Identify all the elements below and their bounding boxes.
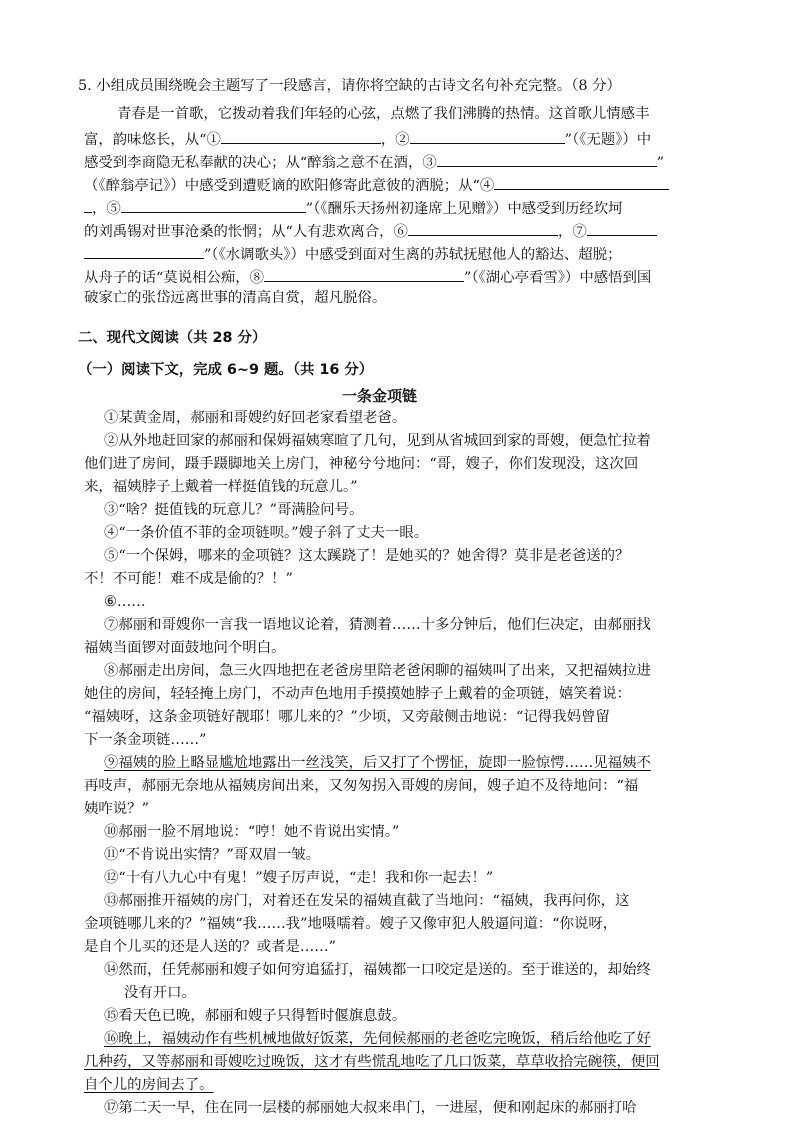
para-13-line-2: 金项链哪儿来的？”福姨“我……我”地嗫嚅着。嫂子又像审犯人般逼问道：“你说呀， [84, 916, 618, 932]
para-16-line-2 [84, 1052, 660, 1072]
blank-7-tail[interactable] [84, 242, 204, 259]
para-7-line-2: 福姨当面锣对面鼓地问个明白。 [84, 640, 286, 656]
q5-line-2 [84, 127, 651, 150]
para-10: ⑩郝丽一脸不屑地说：“哼！她不肯说出实情。” [104, 824, 400, 840]
para-13-line-1: ⑬郝丽推开福姨的房门，对着还在发呆的福姨直截了当地问：“福姨，我再问你，这 [104, 893, 630, 909]
section-heading: 二、现代文阅读（共 28 分） [78, 330, 267, 346]
para-2-line-1: ②从外地赶回家的郝丽和保姆福姨寒暄了几句，见到从省城回到家的哥嫂，便急忙拉着 [104, 433, 651, 449]
para-9-line-3: 姨咋说？” [84, 801, 149, 817]
para-3: ③“啥？挺值钱的玩意儿？”哥满脸问号。 [104, 502, 364, 518]
para-8-line-3: “福姨呀，这条金项链好靓耶！哪儿来的？”少顷，又旁敲侧击地说：“记得我妈曾留 [84, 709, 610, 725]
q5-line-4 [84, 173, 669, 196]
para-14-line-1: ⑭然而，任凭郝丽和嫂子如何穷追猛打，福姨都一口咬定是送的。至于谁送的，却始终 [104, 962, 651, 978]
para-6: ⑥…… [104, 594, 146, 610]
q5-line-7 [84, 242, 621, 265]
q5-line-5-text-b: ”（《酬乐天扬州初逢席上见赠》）中感受到历经坎坷 [305, 201, 623, 217]
q5-line-7-text-a: ”（《水调歌头》）中感受到面对生离的苏轼抚慰他人的豁达、超脱； [204, 247, 622, 263]
para-15: ⑮看天色已晚，郝丽和嫂子只得暂时偃旗息鼓。 [104, 1008, 407, 1024]
q5-line-2-text-c: ”（《无题》）中 [564, 132, 652, 148]
q5-line-2-text-a: 富，韵味悠长，从“① [84, 132, 221, 148]
q5-line-6 [84, 219, 657, 242]
para-8-line-4: 下一条金项链……” [84, 732, 207, 748]
para-9-line-2: 再吱声，郝丽无奈地从福姨房间出来，又匆匆拐入哥嫂的房间，嫂子迫不及待地问：“福 [84, 778, 639, 794]
para-4: ④“一条价值不菲的金项链呗。”嫂子斜了丈夫一眼。 [104, 525, 429, 541]
para-8-line-2: 她住的房间，轻轻掩上房门，不动声色地用手摸摸她脖子上戴着的金项链，嬉笑着说： [84, 686, 631, 702]
q5-line-1: 青春是一首歌，它拨动着我们年轻的心弦，点燃了我们沸腾的热情。这首歌儿情感丰 [117, 106, 650, 122]
blank-4[interactable] [494, 173, 669, 190]
para-16-underlined-2: 几种药，又等郝丽和哥嫂吃过晚饭，这才有些慌乱地吃了几口饭菜，草草收拾完碗筷，便回 [84, 1054, 660, 1070]
para-16-line-1 [104, 1029, 651, 1049]
blank-8[interactable] [264, 265, 464, 282]
q5-line-8 [84, 265, 651, 288]
para-11: ⑪“不肯说出实情？”哥双眉一皱。 [104, 847, 321, 863]
para-9-line-1 [104, 753, 651, 773]
blank-3[interactable] [437, 150, 657, 167]
q5-line-8-text-b: ”（《湖心亭看雪》）中感悟到国 [464, 270, 652, 286]
para-2-line-2: 他们进了房间，蹑手蹑脚地关上房门，神秘兮兮地问：“哥，嫂子，你们发现没，这次回 [84, 456, 639, 472]
q5-line-5-text-a: ，⑤ [92, 201, 121, 217]
q5-line-9: 破家亡的张岱远离世事的清高自赏，超凡脱俗。 [84, 290, 387, 306]
para-16-underlined-1: ⑯晚上，福姨动作有些机械地做好饭菜，先伺候郝丽的老爸吃完晚饭，稍后给他吃了好 [104, 1031, 651, 1047]
para-7-line-1: ⑦郝丽和哥嫂你一言我一语地议论着，猜测着……十多分钟后，他们仨决定，由郝丽找 [104, 617, 651, 633]
para-16-underlined-3: 自个儿的房间去了。 [84, 1077, 214, 1093]
para-14-line-2: 没有开口。 [124, 985, 196, 1001]
q5-heading: 5. 小组成员围绕晚会主题写了一段感言，请你将空缺的古诗文名句补充完整。（8 分） [78, 78, 621, 94]
para-2-line-3: 来，福姨脖子上戴着一样挺值钱的玩意儿。” [84, 479, 358, 495]
q5-line-8-text-a: 从舟子的话“莫说相公痴，⑧ [84, 270, 265, 286]
q5-line-5 [84, 196, 623, 219]
q5-line-3 [84, 150, 664, 173]
para-5-line-2: 不！不可能！难不成是偷的？！” [84, 571, 293, 587]
q5-line-2-text-b: ，② [380, 132, 410, 148]
para-8-line-1: ⑧郝丽走出房间，急三火四地把在老爸房里陪老爸闲聊的福姨叫了出来，又把福姨拉进 [104, 663, 651, 679]
q5-line-6-text-a: 的刘禹锡对世事沧桑的怅惘；从“人有悲欢离合，⑥ [84, 224, 408, 240]
para-9-underlined: ⑨福姨的脸上略显尴尬地露出一丝浅笑，后又打了个愣怔，旋即一脸惊愕……见福姨不 [104, 755, 651, 771]
blank-7[interactable] [587, 219, 657, 236]
para-17: ⑰第二天一早，住在同一层楼的郝丽她大叔来串门，一进屋，便和刚起床的郝丽打哈 [104, 1100, 637, 1116]
part-heading: （一）阅读下文，完成 6~9 题。（共 16 分） [78, 362, 374, 378]
blank-1[interactable] [221, 127, 381, 144]
q5-line-3-text-b: ” [656, 155, 665, 171]
blank-2[interactable] [410, 127, 565, 144]
para-16-line-3 [84, 1075, 214, 1095]
para-1: ①某黄金周，郝丽和哥嫂约好回老家看望老爸。 [104, 410, 407, 426]
q5-line-3-text-a: 感受到李商隐无私奉献的决心；从“醉翁之意不在酒，③ [84, 155, 437, 171]
q5-line-6-text-b: ，⑦ [557, 224, 587, 240]
blank-5[interactable] [121, 196, 306, 213]
q5-line-4-text-a: （《醉翁亭记》）中感受到遭贬谪的欧阳修寄此意彼的洒脱；从“④ [84, 178, 495, 194]
para-12: ⑫“十有八九心中有鬼！”嫂子厉声说，“走！我和你一起去！” [104, 870, 494, 886]
para-13-line-3: 是自个儿买的还是人送的？或者是……” [84, 939, 336, 955]
blank-4-tail[interactable] [84, 196, 92, 213]
blank-6[interactable] [408, 219, 558, 236]
story-title: 一条金项链 [342, 387, 418, 405]
para-5-line-1: ⑤“一个保姆，哪来的金项链？这太蹊跷了！是她买的？她舍得？莫非是老爸送的？ [104, 548, 630, 564]
